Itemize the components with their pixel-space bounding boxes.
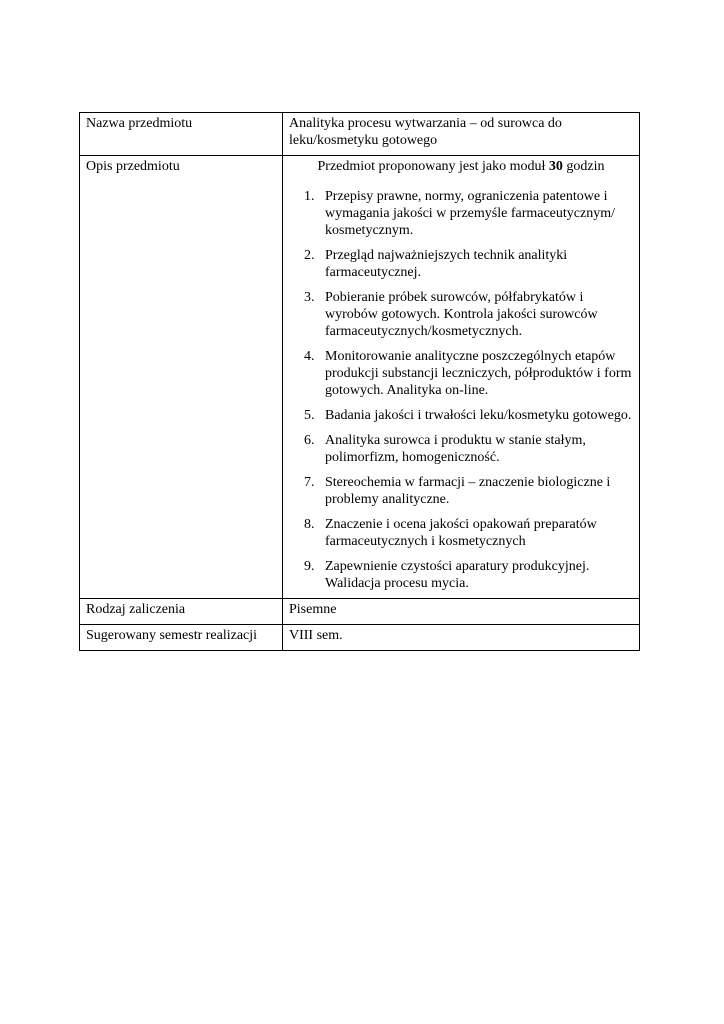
list-item-text: Stereochemia w farmacji – znaczenie biologiczne i problemy analityczne. bbox=[325, 475, 611, 507]
list-item-text: Analityka surowca i produktu w stanie stałym, polimorfizm, homogeniczność. bbox=[325, 433, 586, 465]
list-item-text: Przegląd najważniejszych technik analityki farmaceutycznej. bbox=[325, 248, 568, 280]
course-info-table bbox=[79, 112, 640, 651]
list-item bbox=[304, 247, 633, 281]
row-value-assessment-type: Pisemne bbox=[283, 599, 640, 625]
description-intro bbox=[289, 158, 633, 175]
list-item bbox=[304, 407, 633, 424]
row-value-suggested-semester: VIII sem. bbox=[283, 625, 640, 651]
row-label-suggested-semester: Sugerowany semestr realizacji bbox=[80, 625, 283, 651]
list-item-text: Przepisy prawne, normy, ograniczenia patentowe i wymagania jakości w przemyśle farmaceutycznym/ kosmetycznym. bbox=[325, 189, 615, 238]
list-item-text: Pobieranie próbek surowców, półfabrykatów i wyrobów gotowych. Kontrola jakości surowców farmaceutycznych/kosmetycznych. bbox=[325, 290, 598, 339]
list-item bbox=[304, 348, 633, 399]
intro-text-after: godzin bbox=[562, 159, 605, 174]
list-item-number: 1. bbox=[304, 189, 315, 204]
list-item bbox=[304, 432, 633, 466]
list-item-number: 6. bbox=[304, 433, 315, 448]
list-item-number: 8. bbox=[304, 517, 315, 532]
list-item-text: Monitorowanie analityczne poszczególnych etapów produkcji substancji leczniczych, półproduktów i form gotowych. Analityka on-line. bbox=[325, 349, 632, 398]
list-item-number: 9. bbox=[304, 559, 315, 574]
list-item bbox=[304, 289, 633, 340]
table-row bbox=[80, 599, 640, 625]
row-label-course-description: Opis przedmiotu bbox=[80, 156, 283, 599]
table-row bbox=[80, 113, 640, 156]
table-row bbox=[80, 625, 640, 651]
row-label-course-name: Nazwa przedmiotu bbox=[80, 113, 283, 156]
row-value-course-name: Analityka procesu wytwarzania – od surowca do leku/kosmetyku gotowego bbox=[283, 113, 640, 156]
list-item-number: 7. bbox=[304, 475, 315, 490]
row-label-assessment-type: Rodzaj zaliczenia bbox=[80, 599, 283, 625]
topic-list bbox=[289, 188, 633, 592]
list-item bbox=[304, 558, 633, 592]
list-item-number: 3. bbox=[304, 290, 315, 305]
list-item-number: 2. bbox=[304, 248, 315, 263]
intro-text-before: Przedmiot proponowany jest jako moduł bbox=[317, 159, 549, 174]
list-item-text: Zapewnienie czystości aparatury produkcyjnej. Walidacja procesu mycia. bbox=[325, 559, 590, 591]
table-row bbox=[80, 156, 640, 599]
list-item bbox=[304, 188, 633, 239]
list-item-text: Znaczenie i ocena jakości opakowań preparatów farmaceutycznych i kosmetycznych bbox=[325, 517, 597, 549]
intro-hours: 30 bbox=[548, 159, 563, 174]
list-item-text: Badania jakości i trwałości leku/kosmetyku gotowego. bbox=[325, 408, 632, 423]
row-value-course-description bbox=[283, 156, 640, 599]
list-item bbox=[304, 516, 633, 550]
list-item-number: 5. bbox=[304, 408, 315, 423]
list-item bbox=[304, 474, 633, 508]
list-item-number: 4. bbox=[304, 349, 315, 364]
